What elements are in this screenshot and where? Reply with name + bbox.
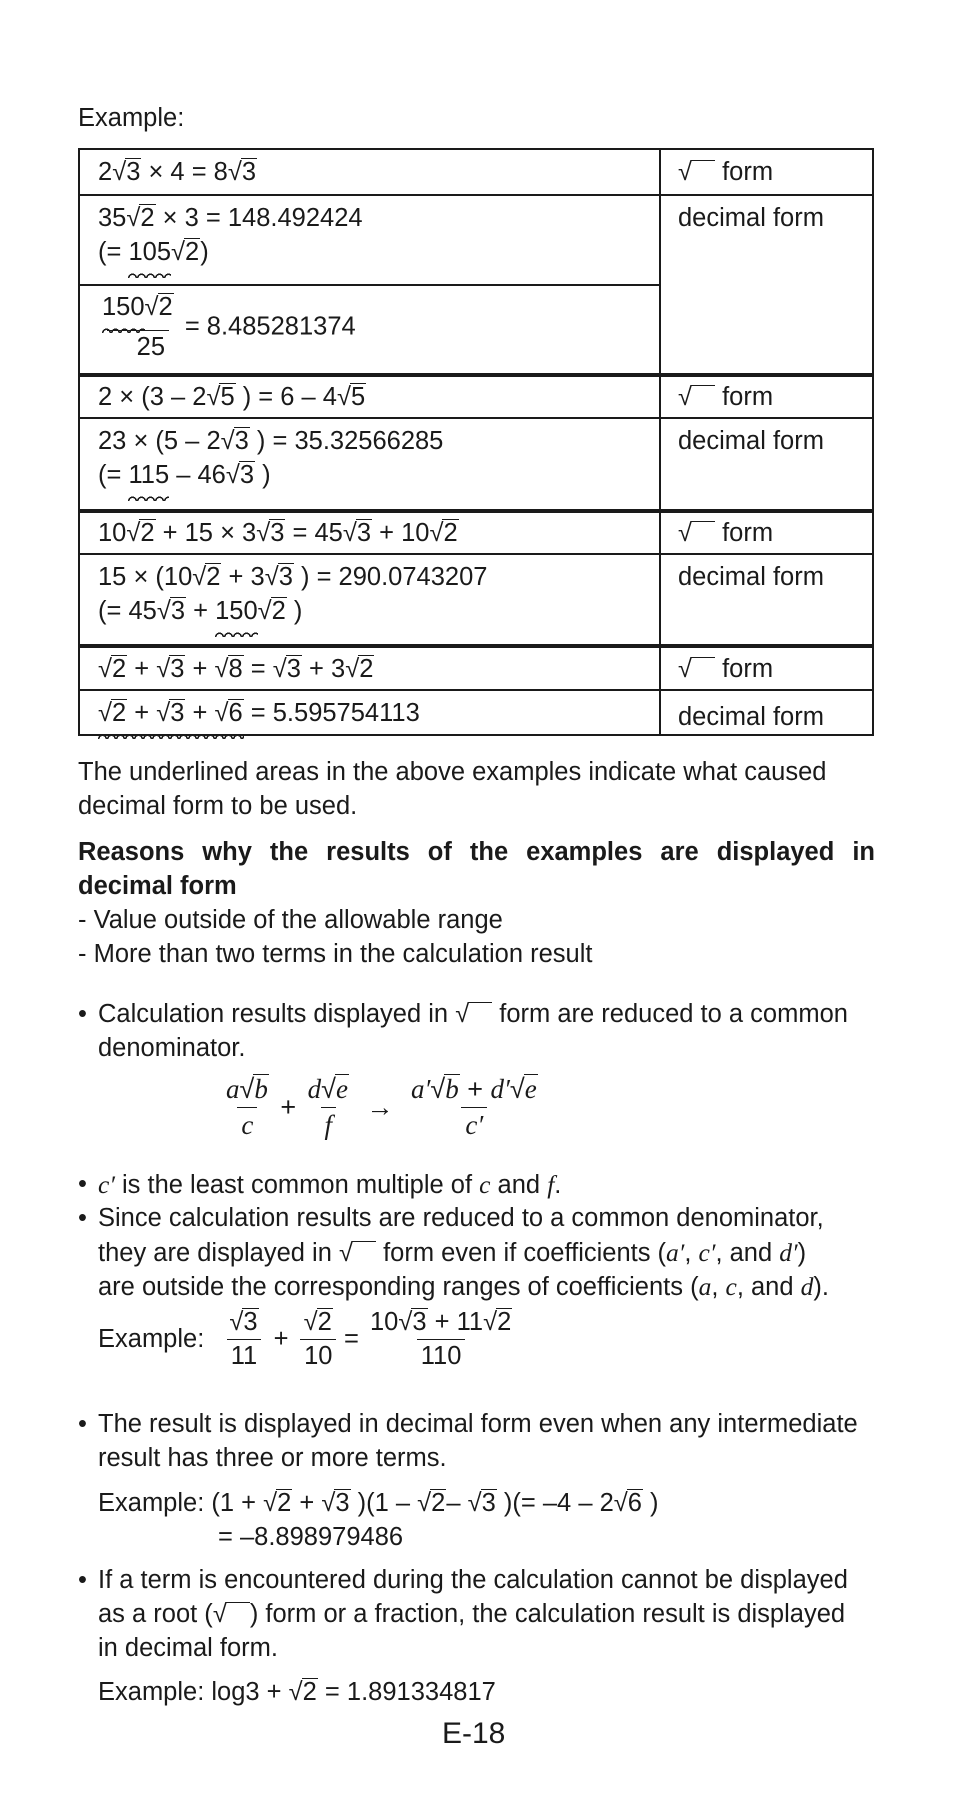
bullet-item: • [78, 1566, 87, 1594]
examples-table [78, 148, 874, 736]
table-row-line2: (= 105√2) [98, 236, 209, 269]
table-row: 2 × (3 – 2√5 ) = 6 – 4√5 [98, 383, 366, 411]
table-row: √2 + √3 + √6 = 5.595754113 [98, 697, 420, 730]
form-label: √ form [678, 158, 774, 186]
bullet-text: The result is displayed in decimal form even when any intermediate [98, 1410, 858, 1438]
form-label: decimal form [678, 427, 824, 455]
form-label: √ form [678, 655, 774, 683]
bullet-text-line2: denominator. [98, 1034, 246, 1062]
list-item: - Value outside of the allowable range [78, 906, 503, 934]
form-label: decimal form [678, 703, 824, 731]
page-number: E-18 [442, 1717, 506, 1750]
list-item: - More than two terms in the calculation result [78, 940, 593, 968]
formula: $\frac{a√b}{c}$ + $\frac{d√e}{f}$ → $\frac{a'√b + d'√e}{c'}$ [222, 1072, 542, 1143]
example-formula: Example: $\frac{√3}{11}$ + $\frac{√2}{10}$ = $\frac{10√3 + 11√2}{110}$ [98, 1306, 516, 1373]
bullet-item: • [78, 1170, 87, 1198]
table-row: 15 × (10√2 + 3√3 ) = 290.0743207 [98, 563, 488, 591]
form-label: √ form [678, 383, 774, 411]
example-formula: Example: log3 + √2 = 1.891334817 [98, 1678, 496, 1706]
bullet-item: • [78, 1204, 87, 1232]
bullet-text-line3: are outside the corresponding ranges of coefficients (a, c, and d). [98, 1272, 829, 1301]
example-formula: Example: (1 + √2 + √3 )(1 – √2– √3 )(= –4 – 2√6 ) [98, 1489, 659, 1517]
form-label: √ form [678, 519, 774, 547]
bullet-text: c′ is the least common multiple of c and f. [98, 1170, 562, 1199]
note-line: decimal form to be used. [78, 792, 358, 820]
table-row: $\frac{150√2}{25}$ = 8.485281374 [98, 291, 356, 364]
bullet-item: • [78, 1000, 87, 1028]
bullet-text: Since calculation results are reduced to a common denominator, [98, 1204, 824, 1232]
table-row: 10√2 + 15 × 3√3 = 45√3 + 10√2 [98, 519, 458, 547]
form-label: decimal form [678, 563, 824, 591]
bullet-text-line3: in decimal form. [98, 1634, 278, 1662]
table-row: 2√3 × 4 = 8√3 [98, 158, 257, 186]
bullet-text-line2: result has three or more terms. [98, 1444, 447, 1472]
table-row-line2: (= 115 – 46√3 ) [98, 459, 271, 492]
table-row: 35√2 × 3 = 148.492424 [98, 204, 363, 232]
reasons-heading: Reasons why the results of the examples are displayed in [78, 838, 875, 866]
bullet-text: Calculation results displayed in √ form are reduced to a common [98, 1000, 848, 1028]
example-result: = –8.898979486 [218, 1523, 404, 1551]
form-label: decimal form [678, 204, 824, 232]
note-line: The underlined areas in the above examples indicate what caused [78, 758, 827, 786]
bullet-text-line2: they are displayed in √ form even if coefficients (a′, c′, and d′) [98, 1238, 807, 1267]
table-row: √2 + √3 + √8 = √3 + 3√2 [98, 655, 374, 683]
example-heading: Example: [78, 104, 185, 132]
bullet-text: If a term is encountered during the calculation cannot be displayed [98, 1566, 848, 1594]
reasons-heading-line2: decimal form [78, 872, 237, 900]
bullet-text-line2: as a root (√ ) form or a fraction, the calculation result is displayed [98, 1600, 846, 1628]
bullet-item: • [78, 1410, 87, 1438]
table-row-line2: (= 45√3 + 150√2 ) [98, 595, 302, 628]
table-row: 23 × (5 – 2√3 ) = 35.32566285 [98, 427, 444, 455]
